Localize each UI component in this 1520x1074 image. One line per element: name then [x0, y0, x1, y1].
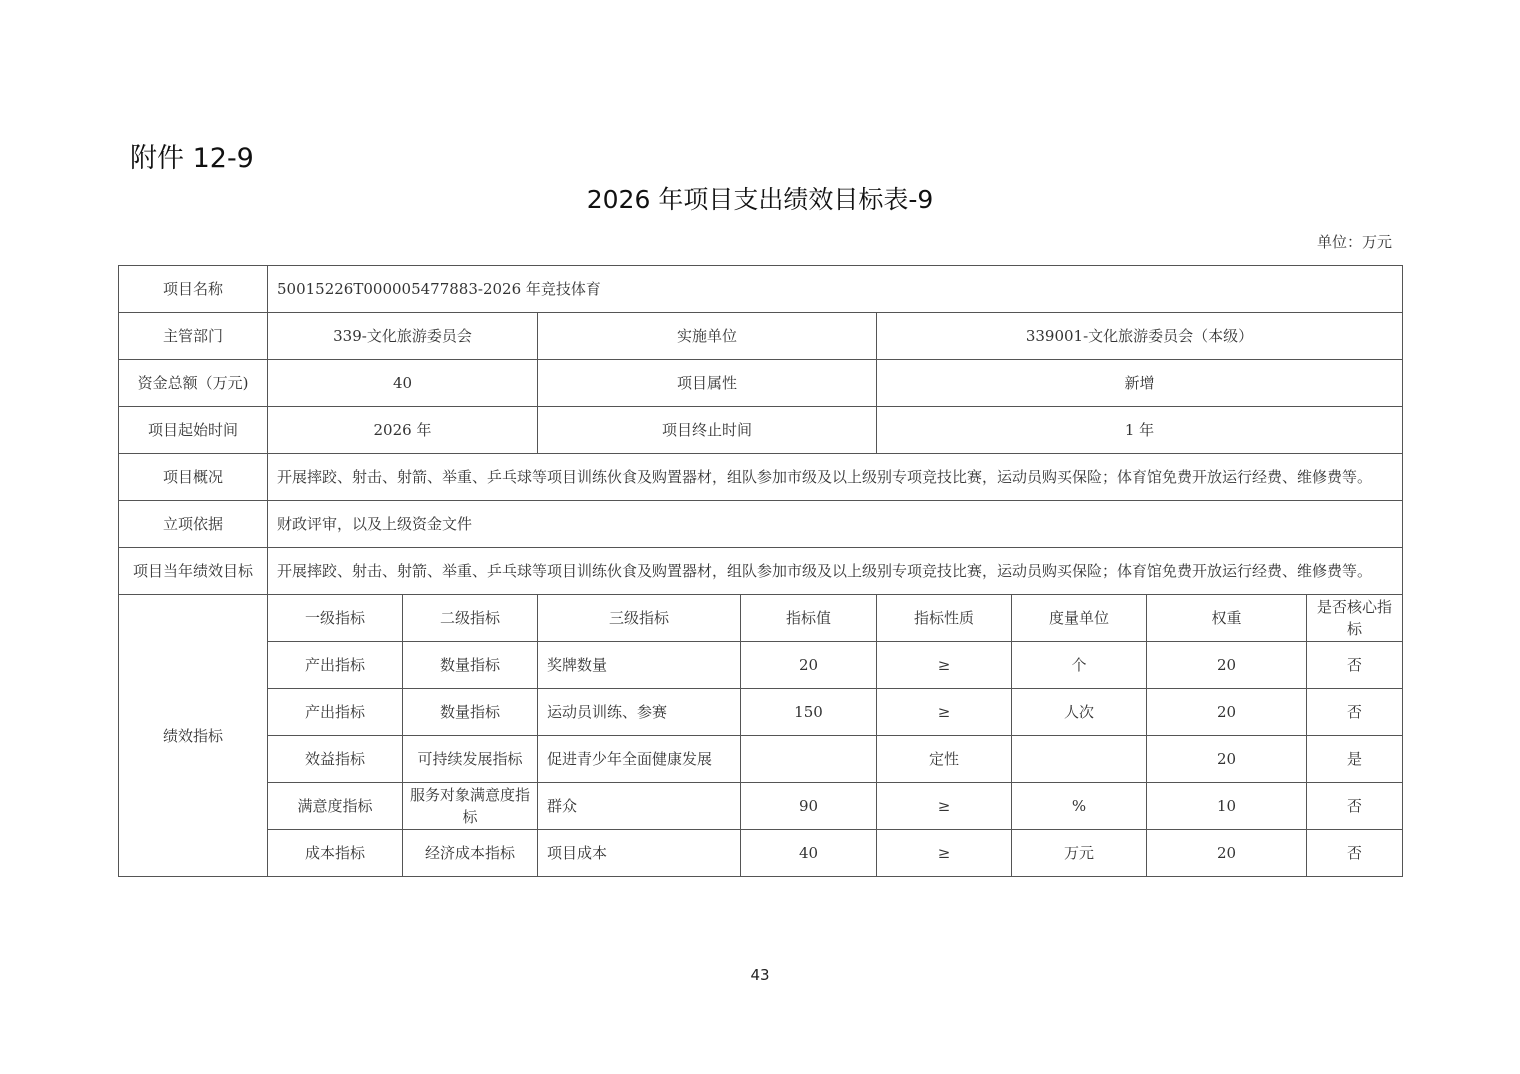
- level2-cell: 服务对象满意度指标: [403, 783, 538, 830]
- core-cell: 否: [1307, 642, 1403, 689]
- weight-cell: 20: [1147, 642, 1307, 689]
- row-department: [119, 313, 1403, 360]
- fund-label: 资金总额（万元): [119, 360, 268, 407]
- level1-cell: 成本指标: [268, 830, 403, 877]
- value-cell: 20: [741, 642, 877, 689]
- nature-cell: ≥: [877, 783, 1012, 830]
- indicator-row: [119, 736, 1403, 783]
- unit-label: 单位：万元: [1316, 233, 1392, 251]
- indicators-section-label: 绩效指标: [119, 595, 268, 877]
- document-title: 2026 年项目支出绩效目标表-9: [586, 185, 934, 214]
- impl-label: 实施单位: [538, 313, 877, 360]
- header-nature: 指标性质: [877, 595, 1012, 642]
- level2-cell: 可持续发展指标: [403, 736, 538, 783]
- level3-cell: 项目成本: [538, 830, 741, 877]
- row-overview: [119, 454, 1403, 501]
- indicator-row: [119, 642, 1403, 689]
- attr-value: 新增: [877, 360, 1403, 407]
- dept-value: 339-文化旅游委员会: [268, 313, 538, 360]
- overview-label: 项目概况: [119, 454, 268, 501]
- value-cell: [741, 736, 877, 783]
- value-cell: 90: [741, 783, 877, 830]
- level3-cell: 运动员训练、参赛: [538, 689, 741, 736]
- level3-cell: 群众: [538, 783, 741, 830]
- weight-cell: 20: [1147, 736, 1307, 783]
- header-core: 是否核心指标: [1307, 595, 1403, 642]
- overview-value: 开展摔跤、射击、射箭、举重、乒乓球等项目训练伙食及购置器材，组队参加市级及以上级别专项竞技比赛，运动员购买保险；体育馆免费开放运行经费、维修费等。: [268, 454, 1403, 501]
- unit-cell: [1012, 736, 1147, 783]
- value-cell: 150: [741, 689, 877, 736]
- weight-cell: 20: [1147, 830, 1307, 877]
- project-name-label: 项目名称: [119, 266, 268, 313]
- performance-goal-table: [118, 265, 1403, 877]
- attachment-label: 附件 12-9: [130, 143, 254, 174]
- header-weight: 权重: [1147, 595, 1307, 642]
- level2-cell: 数量指标: [403, 689, 538, 736]
- indicator-row: [119, 830, 1403, 877]
- end-label: 项目终止时间: [538, 407, 877, 454]
- nature-cell: ≥: [877, 642, 1012, 689]
- unit-cell: 个: [1012, 642, 1147, 689]
- weight-cell: 20: [1147, 689, 1307, 736]
- dept-label: 主管部门: [119, 313, 268, 360]
- nature-cell: 定性: [877, 736, 1012, 783]
- row-project-name: [119, 266, 1403, 313]
- level1-cell: 效益指标: [268, 736, 403, 783]
- indicator-header-row: [119, 595, 1403, 642]
- end-value: 1 年: [877, 407, 1403, 454]
- indicator-row: [119, 689, 1403, 736]
- impl-value: 339001-文化旅游委员会（本级）: [877, 313, 1403, 360]
- nature-cell: ≥: [877, 830, 1012, 877]
- header-level2: 二级指标: [403, 595, 538, 642]
- page-number: 43: [750, 966, 770, 984]
- row-basis: [119, 501, 1403, 548]
- attr-label: 项目属性: [538, 360, 877, 407]
- core-cell: 是: [1307, 736, 1403, 783]
- goal-label: 项目当年绩效目标: [119, 548, 268, 595]
- level1-cell: 产出指标: [268, 689, 403, 736]
- header-level1: 一级指标: [268, 595, 403, 642]
- core-cell: 否: [1307, 830, 1403, 877]
- nature-cell: ≥: [877, 689, 1012, 736]
- project-name-value: 50015226T000005477883-2026 年竞技体育: [268, 266, 1403, 313]
- core-cell: 否: [1307, 689, 1403, 736]
- unit-cell: 万元: [1012, 830, 1147, 877]
- header-unit: 度量单位: [1012, 595, 1147, 642]
- header-value: 指标值: [741, 595, 877, 642]
- level1-cell: 产出指标: [268, 642, 403, 689]
- weight-cell: 10: [1147, 783, 1307, 830]
- start-label: 项目起始时间: [119, 407, 268, 454]
- basis-label: 立项依据: [119, 501, 268, 548]
- value-cell: 40: [741, 830, 877, 877]
- row-time: [119, 407, 1403, 454]
- goal-value: 开展摔跤、射击、射箭、举重、乒乓球等项目训练伙食及购置器材，组队参加市级及以上级别专项竞技比赛，运动员购买保险；体育馆免费开放运行经费、维修费等。: [268, 548, 1403, 595]
- row-goal: [119, 548, 1403, 595]
- start-value: 2026 年: [268, 407, 538, 454]
- level2-cell: 经济成本指标: [403, 830, 538, 877]
- unit-cell: 人次: [1012, 689, 1147, 736]
- core-cell: 否: [1307, 783, 1403, 830]
- fund-value: 40: [268, 360, 538, 407]
- header-level3: 三级指标: [538, 595, 741, 642]
- unit-cell: %: [1012, 783, 1147, 830]
- basis-value: 财政评审，以及上级资金文件: [268, 501, 1403, 548]
- indicator-row: [119, 783, 1403, 830]
- row-fund: [119, 360, 1403, 407]
- level3-cell: 促进青少年全面健康发展: [538, 736, 741, 783]
- level2-cell: 数量指标: [403, 642, 538, 689]
- level3-cell: 奖牌数量: [538, 642, 741, 689]
- level1-cell: 满意度指标: [268, 783, 403, 830]
